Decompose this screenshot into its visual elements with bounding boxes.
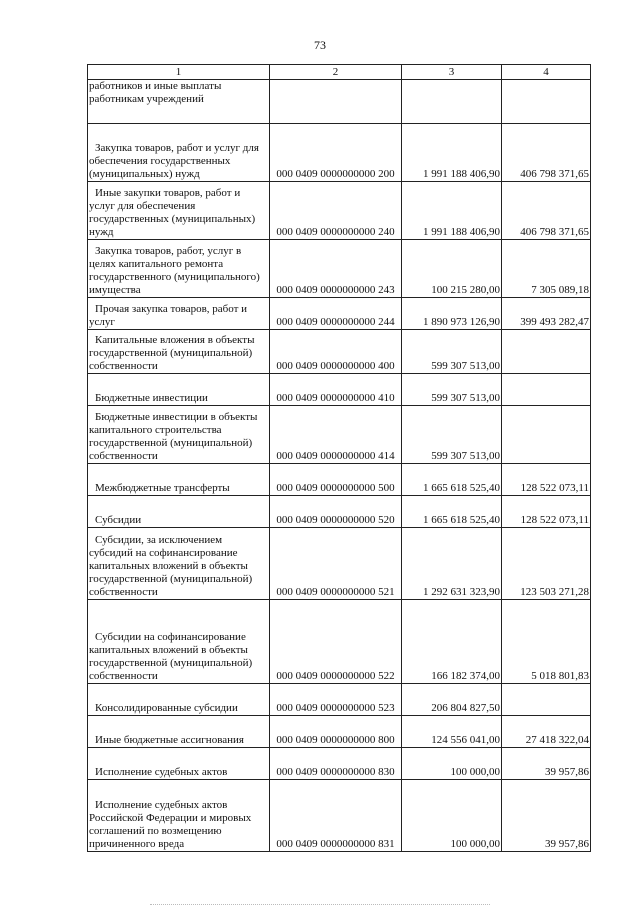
table-row xyxy=(88,406,591,464)
row-value-col4-cell: 128 522 073,11 xyxy=(502,496,591,528)
table-row xyxy=(88,298,591,330)
row-code-cell: 000 0409 0000000000 244 xyxy=(270,298,402,330)
row-value-col4-cell: 406 798 371,65 xyxy=(502,182,591,240)
row-value-col4-cell xyxy=(502,374,591,406)
column-header: 2 xyxy=(270,65,402,80)
row-name-cell: Исполнение судебных актов Российской Федерации и мировых соглашений по возмещению причиненного вреда xyxy=(88,780,270,852)
row-value-col3-cell: 100 000,00 xyxy=(402,780,502,852)
table-row xyxy=(88,182,591,240)
row-value-col3-cell: 1 665 618 525,40 xyxy=(402,464,502,496)
row-value-col4-cell: 128 522 073,11 xyxy=(502,464,591,496)
row-value-col3-cell: 599 307 513,00 xyxy=(402,374,502,406)
row-value-col4-cell: 5 018 801,83 xyxy=(502,600,591,684)
row-value-col3-cell: 599 307 513,00 xyxy=(402,330,502,374)
table-row xyxy=(88,330,591,374)
table-row xyxy=(88,528,591,600)
budget-table xyxy=(87,64,591,852)
row-value-col4-cell: 7 305 089,18 xyxy=(502,240,591,298)
row-name-cell: Бюджетные инвестиции xyxy=(88,374,270,406)
row-code-cell: 000 0409 0000000000 830 xyxy=(270,748,402,780)
row-code-cell: 000 0409 0000000000 400 xyxy=(270,330,402,374)
row-value-col3-cell: 1 991 188 406,90 xyxy=(402,124,502,182)
table-row xyxy=(88,748,591,780)
row-value-col3-cell xyxy=(402,80,502,124)
table-row xyxy=(88,124,591,182)
row-code-cell: 000 0409 0000000000 500 xyxy=(270,464,402,496)
row-code-cell: 000 0409 0000000000 243 xyxy=(270,240,402,298)
row-name-cell: Субсидии, за исключением субсидий на софинансирование капитальных вложений в объекты государственной (муниципальной) собственности xyxy=(88,528,270,600)
table-row xyxy=(88,780,591,852)
row-value-col3-cell: 100 215 280,00 xyxy=(402,240,502,298)
row-name-cell: Межбюджетные трансферты xyxy=(88,464,270,496)
row-value-col3-cell: 206 804 827,50 xyxy=(402,684,502,716)
row-name-cell: Бюджетные инвестиции в объекты капитального строительства государственной (муниципальной) собственности xyxy=(88,406,270,464)
table-row xyxy=(88,80,591,124)
row-value-col4-cell xyxy=(502,684,591,716)
row-value-col4-cell: 123 503 271,28 xyxy=(502,528,591,600)
row-value-col3-cell: 599 307 513,00 xyxy=(402,406,502,464)
row-name-cell: Исполнение судебных актов xyxy=(88,748,270,780)
row-value-col3-cell: 1 890 973 126,90 xyxy=(402,298,502,330)
row-code-cell: 000 0409 0000000000 410 xyxy=(270,374,402,406)
row-code-cell: 000 0409 0000000000 831 xyxy=(270,780,402,852)
row-value-col4-cell: 399 493 282,47 xyxy=(502,298,591,330)
row-name-cell: Прочая закупка товаров, работ и услуг xyxy=(88,298,270,330)
row-code-cell: 000 0409 0000000000 522 xyxy=(270,600,402,684)
row-code-cell: 000 0409 0000000000 523 xyxy=(270,684,402,716)
row-name-cell: Субсидии на софинансирование капитальных вложений в объекты государственной (муниципальной) собственности xyxy=(88,600,270,684)
row-name-cell: Закупка товаров, работ, услуг в целях капитального ремонта государственного (муниципального) имущества xyxy=(88,240,270,298)
table-row xyxy=(88,240,591,298)
row-code-cell: 000 0409 0000000000 200 xyxy=(270,124,402,182)
row-value-col3-cell: 100 000,00 xyxy=(402,748,502,780)
row-value-col4-cell xyxy=(502,406,591,464)
column-header: 1 xyxy=(88,65,270,80)
row-value-col4-cell: 27 418 322,04 xyxy=(502,716,591,748)
table-header-row xyxy=(88,65,591,80)
row-name-cell: Консолидированные субсидии xyxy=(88,684,270,716)
row-code-cell: 000 0409 0000000000 520 xyxy=(270,496,402,528)
row-value-col3-cell: 166 182 374,00 xyxy=(402,600,502,684)
row-name-cell: работников и иные выплаты работникам учреждений xyxy=(88,80,270,124)
row-code-cell xyxy=(270,80,402,124)
row-code-cell: 000 0409 0000000000 240 xyxy=(270,182,402,240)
row-value-col3-cell: 1 292 631 323,90 xyxy=(402,528,502,600)
row-value-col3-cell: 1 991 188 406,90 xyxy=(402,182,502,240)
budget-table-body xyxy=(88,65,591,852)
row-value-col4-cell: 39 957,86 xyxy=(502,748,591,780)
row-code-cell: 000 0409 0000000000 521 xyxy=(270,528,402,600)
table-row xyxy=(88,374,591,406)
table-row xyxy=(88,716,591,748)
table-row xyxy=(88,684,591,716)
row-value-col4-cell: 406 798 371,65 xyxy=(502,124,591,182)
row-name-cell: Закупка товаров, работ и услуг для обеспечения государственных (муниципальных) нужд xyxy=(88,124,270,182)
page-number: 73 xyxy=(314,38,326,52)
row-value-col3-cell: 124 556 041,00 xyxy=(402,716,502,748)
row-name-cell: Иные закупки товаров, работ и услуг для обеспечения государственных (муниципальных) нужд xyxy=(88,182,270,240)
column-header: 3 xyxy=(402,65,502,80)
row-name-cell: Иные бюджетные ассигнования xyxy=(88,716,270,748)
row-value-col4-cell: 39 957,86 xyxy=(502,780,591,852)
row-code-cell: 000 0409 0000000000 414 xyxy=(270,406,402,464)
row-value-col3-cell: 1 665 618 525,40 xyxy=(402,496,502,528)
row-value-col4-cell xyxy=(502,80,591,124)
row-code-cell: 000 0409 0000000000 800 xyxy=(270,716,402,748)
column-header: 4 xyxy=(502,65,591,80)
row-name-cell: Капитальные вложения в объекты государственной (муниципальной) собственности xyxy=(88,330,270,374)
table-row xyxy=(88,496,591,528)
table-row xyxy=(88,464,591,496)
row-name-cell: Субсидии xyxy=(88,496,270,528)
table-row xyxy=(88,600,591,684)
row-value-col4-cell xyxy=(502,330,591,374)
